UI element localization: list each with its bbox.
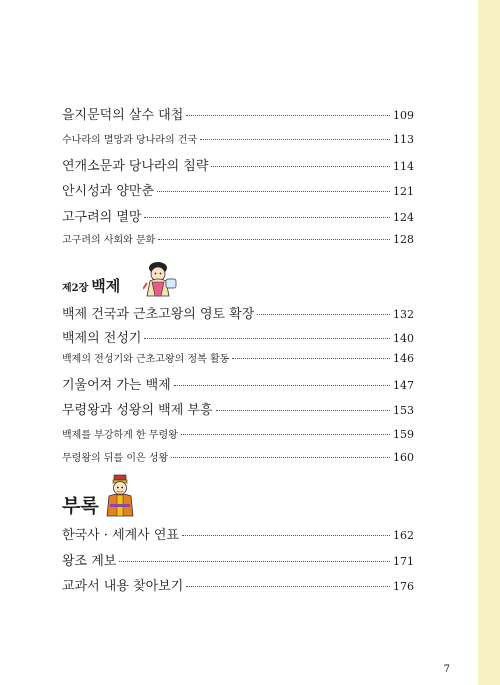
toc-entry-page: 121 <box>393 185 414 198</box>
toc-entry-page: 171 <box>393 555 414 568</box>
toc-entry-page: 153 <box>393 404 414 417</box>
toc-entry-title: 연개소문과 당나라의 침략 <box>62 159 209 174</box>
toc-entry-title: 고구려의 멸망 <box>62 210 142 225</box>
toc-entry[interactable] <box>62 206 414 225</box>
toc-entry-page: 160 <box>393 451 414 464</box>
toc-entry-page: 159 <box>393 428 414 441</box>
dot-leader <box>144 217 390 218</box>
toc-entry-page: 132 <box>393 308 414 321</box>
toc-entry[interactable] <box>62 449 414 464</box>
toc-entry-title: 무령왕과 성왕의 백제 부흥 <box>62 403 213 418</box>
toc-entry[interactable] <box>62 104 414 123</box>
toc-entry-title: 백제의 전성기와 근초고왕의 정복 활동 <box>62 354 230 365</box>
chapter-title: 백제 <box>91 277 121 295</box>
toc-entry-page: 140 <box>393 332 414 345</box>
dot-leader <box>182 535 390 536</box>
toc-entry[interactable] <box>62 399 414 418</box>
toc-entry[interactable] <box>62 350 414 365</box>
toc-entry-page: 162 <box>393 529 414 542</box>
toc-entry-page: 128 <box>393 233 414 246</box>
toc-entry[interactable] <box>62 575 414 594</box>
toc-entry-title: 안시성과 양만춘 <box>62 184 155 199</box>
dot-leader <box>211 166 390 167</box>
toc-entry-page: 124 <box>393 211 414 224</box>
appendix-title: 부록 <box>62 495 99 517</box>
dot-leader <box>257 314 390 315</box>
chapter-heading <box>62 275 120 296</box>
toc-entry-page: 147 <box>393 379 414 392</box>
toc-entry[interactable] <box>62 155 414 174</box>
dot-leader <box>158 239 390 240</box>
toc-entry[interactable] <box>62 550 414 569</box>
dot-leader <box>186 115 390 116</box>
toc-entry-title: 왕조 계보 <box>62 554 117 569</box>
toc-entry[interactable] <box>62 374 414 393</box>
dot-leader <box>216 410 390 411</box>
dot-leader <box>181 434 390 435</box>
toc-entry[interactable] <box>62 180 414 199</box>
toc-entry[interactable] <box>62 426 414 441</box>
toc-entry[interactable] <box>62 231 414 246</box>
toc-entry-title: 백제의 전성기 <box>62 331 142 346</box>
dot-leader <box>232 358 390 359</box>
toc-entry[interactable] <box>62 303 414 322</box>
toc-entry-page: 176 <box>393 580 414 593</box>
toc-entry-title: 백제를 부강하게 한 무령왕 <box>62 430 178 441</box>
page-number: 7 <box>443 664 450 675</box>
dot-leader <box>144 338 390 339</box>
toc-entry-title: 기울어져 가는 백제 <box>62 378 171 393</box>
toc-entry-title: 수나라의 멸망과 당나라의 건국 <box>62 135 198 146</box>
toc-entry-title: 백제 건국과 근초고왕의 영토 확장 <box>62 307 255 322</box>
toc-entry[interactable] <box>62 524 414 543</box>
dot-leader <box>119 561 390 562</box>
dot-leader <box>186 586 390 587</box>
appendix-heading <box>62 491 99 518</box>
toc-entry-title: 을지문덕의 살수 대첩 <box>62 108 184 123</box>
king-character-icon <box>104 474 136 518</box>
dot-leader <box>174 385 390 386</box>
dot-leader <box>200 139 390 140</box>
toc-entry-page: 146 <box>393 352 414 365</box>
toc-entry-title: 한국사 · 세계사 연표 <box>62 528 179 543</box>
toc-entry-page: 113 <box>393 133 414 146</box>
toc-entry-title: 무령왕의 뒤를 이은 성왕 <box>62 453 169 464</box>
dot-leader <box>171 457 390 458</box>
toc-entry-page: 114 <box>393 160 414 173</box>
chapter-number: 제2장 <box>62 283 89 294</box>
toc-entry[interactable] <box>62 131 414 146</box>
toc-entry-title: 고구려의 사회와 문화 <box>62 235 156 246</box>
toc-entry[interactable] <box>62 327 414 346</box>
toc-entry-title: 교과서 내용 찾아보기 <box>62 579 184 594</box>
princess-character-icon <box>143 259 181 299</box>
dot-leader <box>157 191 390 192</box>
toc-entry-page: 109 <box>393 109 414 122</box>
